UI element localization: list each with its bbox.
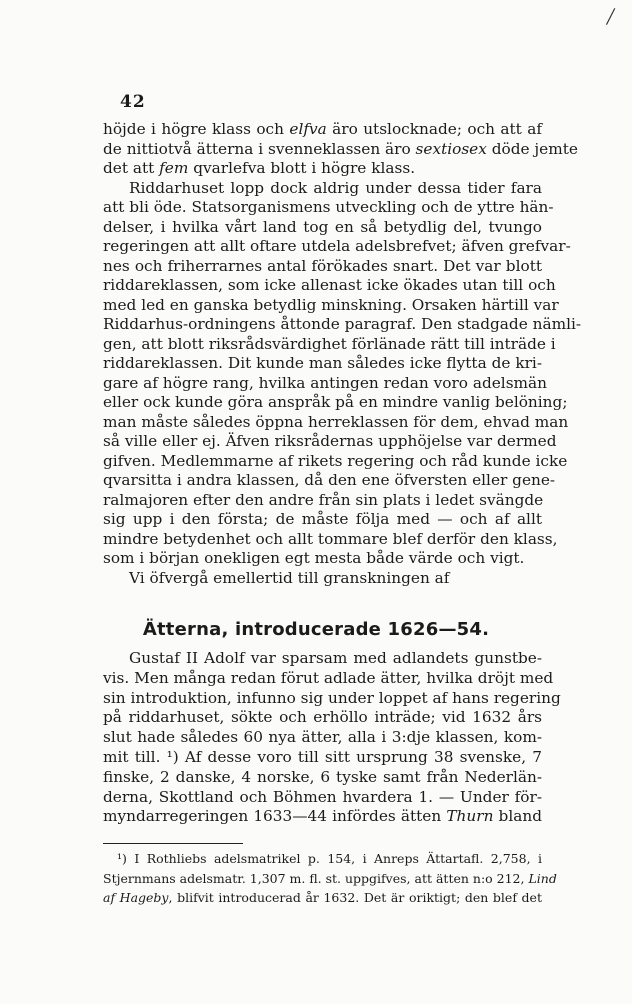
text-run: riddareklassen, som icke allenast icke ökades utan till och (103, 276, 556, 294)
text-line (103, 257, 542, 275)
text-run: vis. Men många redan förut adlade ätter, hvilka dröjt med (103, 668, 554, 687)
text-run: döde jemte (486, 139, 578, 158)
text-run: mit till. ¹) Af desse voro till sitt ursprung 38 svenske, 7 (103, 748, 542, 766)
text-line (103, 510, 542, 528)
text-run: ¹) I Rothliebs adelsmatrikel p. 154, i Anreps Ättartafl. 2,758, i (117, 851, 542, 866)
text-line (103, 688, 561, 707)
text-run: , blifvit introducerad år 1632. Det är oriktigt; den blef det (168, 890, 542, 905)
text-run: gare af högre rang, hvilka antingen redan voro adelsmän (103, 373, 548, 392)
text-line (103, 139, 578, 158)
text-line (103, 668, 554, 687)
italic-text: sextiosex (415, 139, 487, 158)
text-run: som i början onekligen egt mesta både värde och vigt. (103, 549, 525, 567)
page-number: 42 (120, 92, 146, 112)
italic-text: af Hageby (103, 890, 169, 905)
text-line (103, 768, 542, 786)
footnote-line (103, 869, 557, 889)
text-line (103, 471, 556, 489)
text-run: med led en ganska betydlig minskning. Orsaken härtill var (103, 295, 559, 314)
text-run: qvarlefva blott i högre klass. (188, 159, 416, 177)
text-line (103, 569, 542, 587)
text-run: det att (103, 159, 160, 177)
text-line (103, 788, 542, 806)
text-line (103, 334, 556, 353)
footnote-rule (103, 843, 243, 844)
text-line (103, 393, 568, 411)
text-run: bland (493, 807, 542, 826)
text-run: qvarsitta i andra klassen, då den ene öfversten eller gene- (103, 471, 556, 489)
text-line (103, 159, 542, 177)
text-run: gen, att blott riksrådsvärdighet förlänade rätt till inträde i (103, 334, 556, 353)
text-run: eller ock kunde göra anspråk på en mindre vanlig belöning; (103, 393, 568, 411)
text-line (103, 649, 542, 667)
text-line (103, 354, 542, 372)
text-line (103, 728, 542, 746)
text-run: Gustaf II Adolf var sparsam med adlandets gunstbe- (129, 649, 542, 667)
text-line (103, 373, 548, 392)
text-line (103, 748, 542, 766)
text-line (103, 549, 542, 567)
text-run: höjde i högre klass och (103, 120, 290, 138)
text-line (103, 237, 571, 255)
text-run: delser, i hvilka vårt land tog en så betydlig del, tvungo (103, 217, 542, 236)
text-line (103, 295, 559, 314)
text-run: sin introduktion, infunno sig under loppet af hans regering (103, 688, 561, 707)
text-line (103, 120, 542, 138)
text-run: på riddarhuset, sökte och erhöllo inträde; vid 1632 års (103, 708, 542, 727)
text-line (103, 412, 569, 431)
text-run: nes och friherrarnes antal förökades snart. Det var blott (103, 256, 542, 275)
text-line (103, 451, 568, 470)
text-line (103, 529, 558, 548)
text-run: Riddarhus-ordningens åttonde paragraf. Den stadgade nämli- (103, 315, 582, 333)
text-run: att bli öde. Statsorganismens utveckling och de yttre hän- (103, 198, 554, 216)
italic-text: Lind (528, 870, 557, 886)
text-line (103, 807, 542, 825)
section-heading: Ätterna, introducerade 1626—54. (142, 619, 490, 640)
text-run: ralmajoren efter den andre från sin plats i ledet svängde (103, 490, 544, 509)
text-run: de nittiotvå ätterna i svenneklassen äro (103, 139, 416, 158)
text-line (103, 708, 542, 726)
italic-text: Thurn (446, 807, 494, 826)
text-line (103, 179, 542, 197)
text-run: sig upp i den första; de måste följa med — och af allt (103, 510, 542, 528)
text-run: myndarregeringen 1633—44 infördes ätten (103, 807, 447, 826)
footnote-line (103, 849, 542, 869)
text-line (103, 276, 556, 294)
text-line (103, 198, 554, 216)
text-run: Stjernmans adelsmatr. 1,307 m. fl. st. uppgifves, att ätten n:o 212, (103, 870, 529, 886)
text-run: finske, 2 danske, 4 norske, 6 tyske samt från Nederlän- (103, 767, 542, 786)
text-line (103, 315, 582, 333)
text-run: Vi öfvergå emellertid till granskningen af (129, 568, 450, 587)
text-run: regeringen att allt oftare utdela adelsbrefvet; äfven grefvar- (103, 237, 571, 255)
text-run: Riddarhuset lopp dock aldrig under dessa tider fara (129, 178, 542, 197)
text-run: riddareklassen. Dit kunde man således icke flytta de kri- (103, 354, 542, 372)
text-run: man måste således öppna herreklassen för dem, ehvad man (103, 412, 569, 431)
text-run: äro utslocknade; och att af (326, 120, 542, 138)
text-run: slut hade således 60 nya ätter, alla i 3:dje klassen, kom- (103, 728, 542, 747)
text-run: så ville eller ej. Äfven riksrådernas upphöjelse var dermed (103, 432, 557, 450)
italic-text: elfva (289, 120, 327, 138)
text-run: mindre betydenhet och allt tommare blef derför den klass, (103, 529, 558, 548)
text-line (103, 432, 557, 450)
text-run: derna, Skottland och Böhmen hvardera 1. — Under för- (103, 787, 542, 806)
footnote-line (103, 888, 542, 908)
text-line (103, 218, 542, 236)
pencil-mark: / (605, 1, 617, 32)
text-line (103, 491, 542, 509)
italic-text: fem (159, 159, 189, 177)
text-run: gifven. Medlemmarne af rikets regering och råd kunde icke (103, 451, 568, 470)
